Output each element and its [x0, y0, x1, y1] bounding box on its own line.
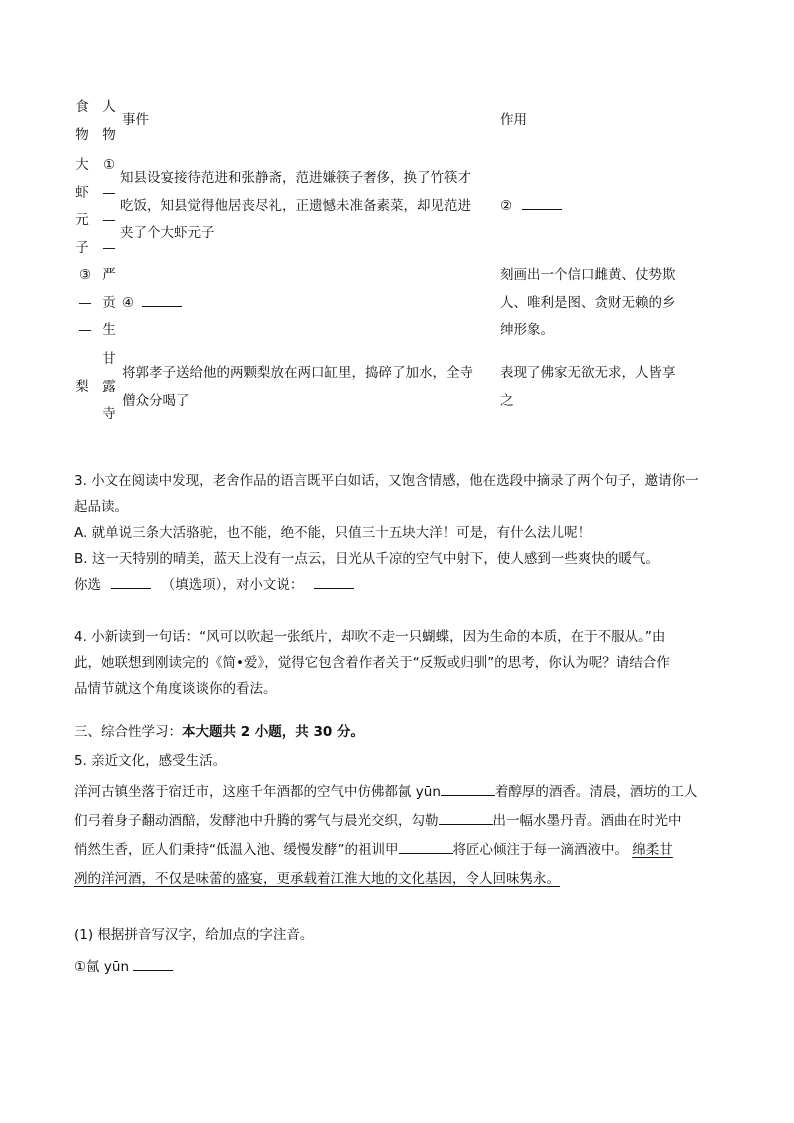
row1-person-marker: ①: [102, 157, 116, 173]
row3-person: 甘 露 寺: [102, 351, 116, 422]
section-3-bold-a: 本大题共: [182, 724, 236, 740]
section-3-heading: [74, 719, 724, 745]
q5-l3a: 悄然生香，匠人们秉持“低温入池、缓慢发酵”的祖训甲: [74, 842, 399, 858]
header-person-char-2: 物: [102, 126, 116, 143]
row1-person: ① — — —: [100, 152, 118, 262]
header-food: [73, 94, 91, 149]
question-5: [74, 748, 724, 980]
q5-sub-1: (1) 根据拼音写汉字，给加点的字注音。: [74, 927, 314, 943]
row2-event: [122, 290, 182, 318]
section-3-num-2: 30: [308, 724, 337, 740]
q4-line-2: 此，她联想到刚读完的《简•爱》，觉得它包含着作者关于“反叛或归驯”的思考，你认为呢？请结合作: [74, 655, 670, 671]
header-effect: 作用: [500, 112, 527, 128]
row2-effect: [500, 262, 676, 345]
q5-passage-line-3: [74, 837, 724, 863]
row1-event-line-3: 夹了个大虾元子: [120, 225, 215, 241]
row2-event-blank[interactable]: [142, 292, 182, 307]
header-person-char-1: 人: [102, 99, 116, 115]
q3-line-1: 3. 小文在阅读中发现，老舍作品的语言既平白如话，又饱含情感，他在选段中摘录了两个句子，邀请你一: [74, 473, 699, 489]
row2-effect-line-1: 刻画出一个信口雌黄、仗势欺: [500, 267, 676, 283]
row1-effect-marker: ②: [500, 198, 513, 214]
row2-person: 严 贡 生: [102, 267, 116, 338]
q5-passage-line-1: [74, 779, 724, 805]
section-3-bold-c: 分。: [336, 724, 364, 740]
q5-passage-line-4: [74, 866, 724, 892]
q3-choose-mid: （填选项），对小文说：: [161, 577, 304, 593]
row3-effect: [500, 360, 676, 415]
question-3: [74, 468, 724, 598]
row1-event-line-2: 吃饭，知县觉得他居丧尽礼，正遗憾未准备素菜，却见范进: [120, 197, 471, 214]
row2-effect-line-2: 人、唯利是图、贪财无赖的乡: [500, 294, 676, 311]
q5-l3c: 绵柔甘: [632, 842, 673, 858]
row1-food: 大 虾 元 子: [75, 157, 89, 256]
row3-effect-line-1: 表现了佛家无欲无求，人皆享: [500, 365, 676, 381]
q3-comment-blank[interactable]: [314, 574, 354, 589]
header-food-char-1: 食: [75, 99, 89, 115]
section-3-num-1: 2: [236, 724, 255, 740]
row2-event-marker: ④: [122, 295, 135, 311]
q5-item-1: [74, 954, 724, 980]
q5-blank-2[interactable]: [439, 810, 493, 825]
q5-l2a: 们弓着身子翻动酒醅，发酵池中升腾的雾气与晨光交织，勾勒: [74, 813, 439, 829]
q4-line-1: 4. 小新读到一句话：“风可以吹起一张纸片，却吹不走一只蝴蝶，因为生命的本质，在于不服从。”由: [74, 629, 666, 645]
question-4: [74, 624, 724, 702]
row3-effect-line-2: 之: [500, 392, 514, 409]
q5-blank-3[interactable]: [399, 839, 453, 854]
q5-passage-line-2: [74, 808, 724, 834]
q5-l2b: 出一幅水墨丹青。酒曲在时光中: [492, 813, 682, 829]
row2-food-marker: ③: [78, 267, 92, 283]
row1-effect-blank[interactable]: [522, 195, 562, 210]
q5-blank-1[interactable]: [441, 781, 495, 796]
q5-l1b: 着醇厚的酒香。清晨，酒坊的工人: [494, 784, 698, 800]
q5-l1a: 洋河古镇坐落于宿迁市，这座千年酒都的空气中仿佛都氤 yūn: [74, 784, 441, 800]
q5-l4: 冽的洋河酒，不仅是味蕾的盛宴，更承载着江淮大地的文化基因，令人回味隽永。: [74, 871, 560, 887]
header-person: [100, 94, 118, 149]
section-3-prefix: 三、综合性学习：: [74, 724, 182, 740]
row1-event-line-1: 知县设宴接待范进和张静斋，范进嫌筷子奢侈，换了竹筷才: [120, 170, 471, 186]
header-food-char-2: 物: [75, 126, 89, 143]
row1-effect: [500, 193, 562, 221]
q5-item-1-blank[interactable]: [133, 956, 173, 971]
q3-line-2: 起品读。: [74, 499, 128, 515]
row3-food: 梨: [75, 379, 89, 395]
row3-event: [122, 360, 473, 415]
q3-option-a: A. 就单说三条大活骆驼，也不能，绝不能，只值三十五块大洋！可是，有什么法儿呢！: [74, 525, 592, 541]
q3-choose-prefix: 你选: [74, 577, 101, 593]
row1-event: [120, 165, 471, 248]
row2-effect-line-3: 绅形象。: [500, 322, 554, 338]
section-3-bold-b: 小题，共: [254, 724, 309, 740]
header-event: 事件: [122, 112, 149, 128]
q3-option-blank[interactable]: [111, 574, 151, 589]
q5-item-1-label: ①氤 yūn: [74, 959, 129, 975]
row3-event-line-1: 将郭孝子送给他的两颗梨放在两口缸里，捣碎了加水，全寺: [122, 365, 473, 381]
q4-line-3: 品情节就这个角度谈谈你的看法。: [74, 681, 277, 697]
row3-event-line-2: 僧众分喝了: [122, 392, 190, 409]
q3-option-b: B. 这一天特别的晴美，蓝天上没有一点云，日光从千凉的空气中射下，使人感到一些爽快的暖气。: [74, 551, 659, 567]
row2-food: ③ — —: [73, 262, 97, 345]
q5-l3b: 将匠心倾注于每一滴酒液中。: [452, 842, 628, 858]
q3-answer-line: [74, 572, 724, 598]
q5-title: 5. 亲近文化，感受生活。: [74, 753, 227, 769]
